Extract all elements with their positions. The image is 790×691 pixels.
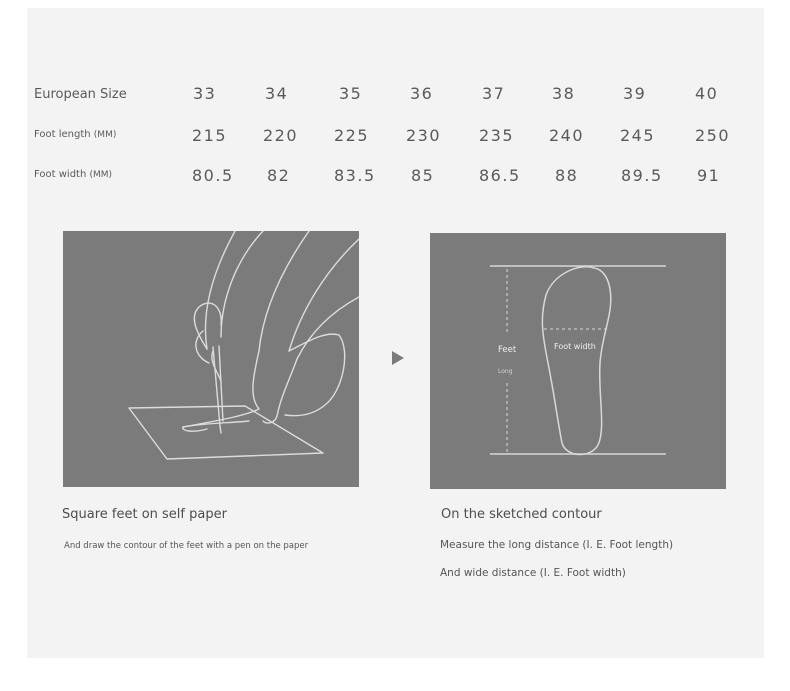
foot-contour-drawing	[430, 233, 726, 489]
row-label-unit: (MM)	[93, 130, 117, 140]
tracing-illustration	[63, 231, 359, 487]
length-cell: 235	[479, 126, 515, 145]
contour-illustration	[430, 233, 726, 489]
size-row-foot-width	[0, 168, 737, 192]
right-caption-title: On the sketched contour	[441, 507, 602, 522]
width-cell: 82	[267, 166, 291, 185]
left-caption-title: Square feet on self paper	[62, 507, 227, 522]
row-label-text: Foot length	[34, 129, 91, 140]
size-cell: 33	[193, 84, 217, 103]
row-label-european-size: European Size	[34, 87, 127, 102]
size-cell: 34	[265, 84, 289, 103]
width-cell: 80.5	[192, 166, 234, 185]
width-cell: 86.5	[479, 166, 521, 185]
width-cell: 91	[697, 166, 721, 185]
size-cell: 38	[552, 84, 576, 103]
length-cell: 215	[192, 126, 228, 145]
size-row-european	[0, 86, 737, 110]
row-label-foot-width	[34, 169, 112, 180]
long-label: Long	[498, 368, 513, 375]
row-label-unit: (MM)	[89, 170, 113, 180]
length-cell: 220	[263, 126, 299, 145]
width-cell: 88	[555, 166, 579, 185]
length-cell: 230	[406, 126, 442, 145]
size-row-foot-length	[0, 128, 737, 152]
row-label-text: Foot width	[34, 169, 87, 180]
size-cell: 37	[482, 84, 506, 103]
feet-label: Feet	[498, 345, 517, 355]
foot-tracing-drawing	[63, 231, 359, 487]
foot-outline	[542, 267, 610, 455]
row-label-foot-length	[34, 129, 116, 140]
length-cell: 245	[620, 126, 656, 145]
width-cell: 83.5	[334, 166, 376, 185]
left-caption-subtitle: And draw the contour of the feet with a pen on the paper	[64, 541, 309, 551]
play-arrow-icon	[392, 351, 404, 365]
foot-width-label: Foot width	[554, 342, 596, 351]
right-caption-line2: And wide distance (I. E. Foot width)	[440, 567, 626, 579]
size-cell: 39	[623, 84, 647, 103]
size-cell: 35	[339, 84, 363, 103]
size-cell: 36	[410, 84, 434, 103]
length-cell: 225	[334, 126, 370, 145]
length-cell: 250	[695, 126, 731, 145]
right-caption-line1: Measure the long distance (I. E. Foot length)	[440, 539, 674, 551]
width-cell: 85	[411, 166, 435, 185]
length-cell: 240	[549, 126, 585, 145]
size-cell: 40	[695, 84, 719, 103]
width-cell: 89.5	[621, 166, 663, 185]
